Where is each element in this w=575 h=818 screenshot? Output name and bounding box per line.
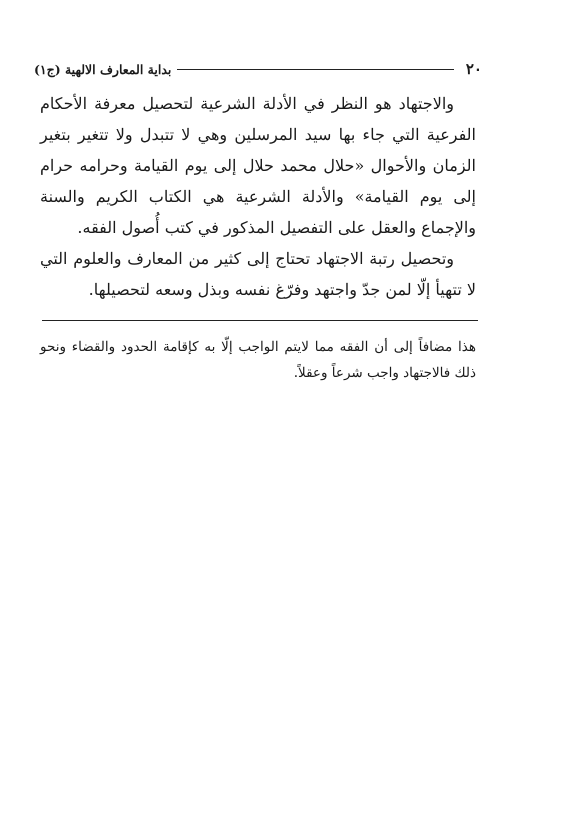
main-text xyxy=(40,88,476,305)
header-divider xyxy=(177,69,454,70)
book-title: بداية المعارف الالهية (ج١) xyxy=(34,61,172,77)
footnote-divider xyxy=(42,320,478,321)
page-number: ٢٠ xyxy=(465,60,482,78)
footnote-text: هذا مضافاً إلى أن الفقه مما لايتم الواجب إلّا به كإقامة الحدود والقضاء ونحو ذلك فالاجتهاد واجب شرعاً وعقلاً. xyxy=(40,339,476,381)
paragraph: وتحصيل رتبة الاجتهاد تحتاج إلى كثير من المعارف والعلوم التي لا تتهيأ إلّا لمن جدّ واجتهد وفرّغ نفسه وبذل وسعه لتحصيلها. xyxy=(40,249,476,299)
footnote xyxy=(40,334,476,386)
paragraph: والاجتهاد هو النظر في الأدلة الشرعية لتحصيل معرفة الأحكام الفرعية التي جاء بها سيد المرسلين وهي لا تتبدل ولا تتغير بتغير الزمان والأحوال «حلال محمد حلال إلى يوم القيامة وحرامه حرام إلى يوم القيامة» والأدلة الشرعية هي الكتاب الكريم والسنة والإجماع والعقل على التفصيل المذكور في كتب أُصول الفقه. xyxy=(40,94,476,237)
running-header xyxy=(34,58,482,80)
